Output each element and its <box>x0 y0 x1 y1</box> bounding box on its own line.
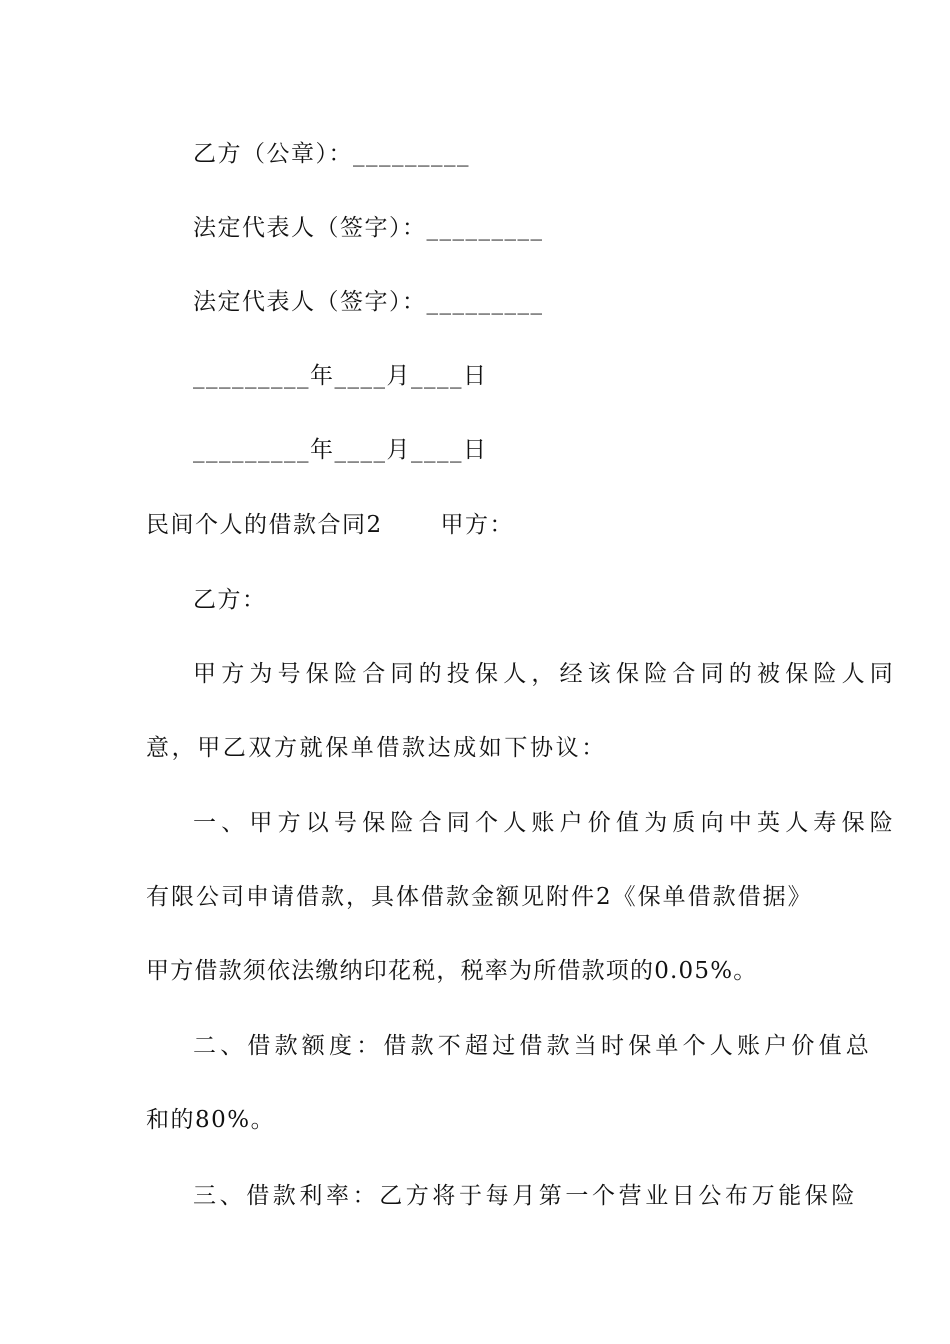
legal-representative-line-1: 法定代表人（签字）：_________ <box>193 215 544 241</box>
party-b-line: 乙方： <box>193 587 267 613</box>
party-b-seal-line: 乙方（公章）：_________ <box>193 141 470 167</box>
date-line-2: _________年____月____日 <box>193 437 488 463</box>
contract-title-line: 民间个人的借款合同2 甲方： <box>146 512 514 538</box>
clause-1-line: 一、甲方以号保险合同个人账户价值为质向中英人寿保险 <box>193 810 898 836</box>
clause-2-line: 和的80%。 <box>146 1107 276 1133</box>
date-line-1: _________年____月____日 <box>193 363 488 389</box>
paragraph-line: 甲方为号保险合同的投保人，经该保险合同的被保险人同 <box>193 661 898 687</box>
clause-1-line: 有限公司申请借款，具体借款金额见附件2《保单借款借据》 <box>146 884 813 910</box>
paragraph-line: 意，甲乙双方就保单借款达成如下协议： <box>146 735 607 761</box>
legal-representative-line-2: 法定代表人（签字）：_________ <box>193 289 544 315</box>
clause-3-line: 三、借款利率：乙方将于每月第一个营业日公布万能保险 <box>193 1183 858 1209</box>
clause-1-line: 甲方借款须依法缴纳印花税，税率为所借款项的0.05%。 <box>146 958 758 984</box>
clause-2-line: 二、借款额度：借款不超过借款当时保单个人账户价值总 <box>193 1033 873 1059</box>
